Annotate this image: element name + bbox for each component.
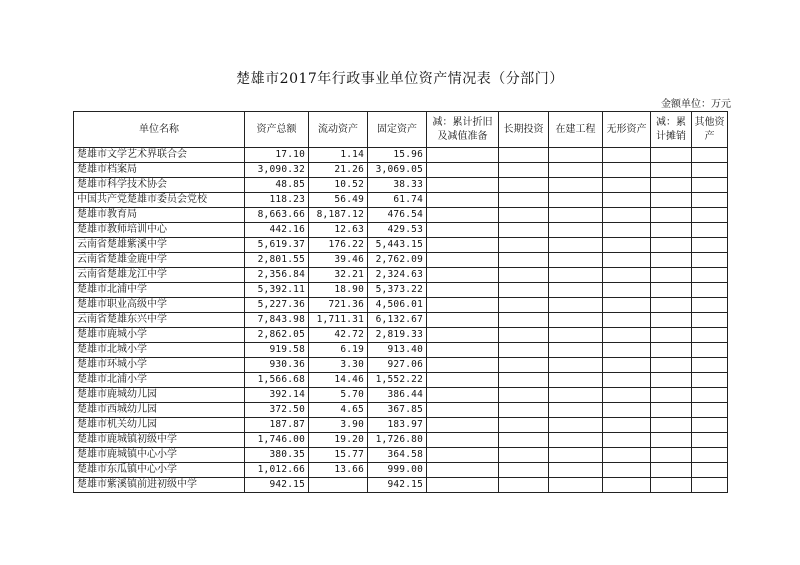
empty-cell bbox=[651, 223, 692, 238]
fixed-assets-cell: 5,373.22 bbox=[368, 283, 427, 298]
empty-cell bbox=[651, 298, 692, 313]
empty-cell bbox=[651, 478, 692, 493]
current-assets-cell: 19.20 bbox=[309, 433, 368, 448]
fixed-assets-cell: 913.40 bbox=[368, 343, 427, 358]
empty-cell bbox=[692, 208, 728, 223]
unit-name-cell: 楚雄市鹿城镇初级中学 bbox=[74, 433, 245, 448]
unit-name-cell: 楚雄市职业高级中学 bbox=[74, 298, 245, 313]
table-row bbox=[74, 358, 728, 373]
empty-cell bbox=[427, 478, 499, 493]
current-assets-cell: 18.90 bbox=[309, 283, 368, 298]
table-row bbox=[74, 388, 728, 403]
total-assets-cell: 392.14 bbox=[245, 388, 309, 403]
empty-cell bbox=[603, 403, 651, 418]
unit-name-cell: 云南省楚雄龙江中学 bbox=[74, 268, 245, 283]
table-row bbox=[74, 253, 728, 268]
total-assets-cell: 2,862.05 bbox=[245, 328, 309, 343]
header-unit-name: 单位名称 bbox=[74, 112, 245, 148]
unit-name-cell: 楚雄市东瓜镇中心小学 bbox=[74, 463, 245, 478]
empty-cell bbox=[651, 163, 692, 178]
empty-cell bbox=[603, 223, 651, 238]
unit-name-cell: 楚雄市紫溪镇前进初级中学 bbox=[74, 478, 245, 493]
fixed-assets-cell: 2,819.33 bbox=[368, 328, 427, 343]
table-row bbox=[74, 163, 728, 178]
total-assets-cell: 2,356.84 bbox=[245, 268, 309, 283]
empty-cell bbox=[499, 253, 549, 268]
empty-cell bbox=[603, 328, 651, 343]
empty-cell bbox=[651, 418, 692, 433]
fixed-assets-cell: 38.33 bbox=[368, 178, 427, 193]
empty-cell bbox=[603, 358, 651, 373]
empty-cell bbox=[651, 208, 692, 223]
empty-cell bbox=[603, 433, 651, 448]
empty-cell bbox=[427, 403, 499, 418]
empty-cell bbox=[499, 163, 549, 178]
current-assets-cell: 32.21 bbox=[309, 268, 368, 283]
asset-table bbox=[73, 111, 728, 493]
header-accumulated-depreciation: 减：累计折旧及减值准备 bbox=[427, 112, 499, 148]
empty-cell bbox=[427, 148, 499, 163]
empty-cell bbox=[549, 343, 603, 358]
table-row bbox=[74, 463, 728, 478]
empty-cell bbox=[603, 163, 651, 178]
empty-cell bbox=[692, 403, 728, 418]
empty-cell bbox=[427, 418, 499, 433]
total-assets-cell: 380.35 bbox=[245, 448, 309, 463]
empty-cell bbox=[427, 253, 499, 268]
current-assets-cell: 1,711.31 bbox=[309, 313, 368, 328]
table-row bbox=[74, 328, 728, 343]
empty-cell bbox=[427, 208, 499, 223]
empty-cell bbox=[549, 418, 603, 433]
empty-cell bbox=[603, 253, 651, 268]
total-assets-cell: 5,619.37 bbox=[245, 238, 309, 253]
table-row bbox=[74, 178, 728, 193]
empty-cell bbox=[603, 268, 651, 283]
empty-cell bbox=[499, 403, 549, 418]
total-assets-cell: 1,566.68 bbox=[245, 373, 309, 388]
empty-cell bbox=[603, 463, 651, 478]
empty-cell bbox=[651, 463, 692, 478]
empty-cell bbox=[499, 328, 549, 343]
empty-cell bbox=[603, 178, 651, 193]
empty-cell bbox=[549, 193, 603, 208]
header-current-assets: 流动资产 bbox=[309, 112, 368, 148]
fixed-assets-cell: 183.97 bbox=[368, 418, 427, 433]
empty-cell bbox=[549, 178, 603, 193]
table-row bbox=[74, 298, 728, 313]
empty-cell bbox=[549, 253, 603, 268]
empty-cell bbox=[692, 478, 728, 493]
empty-cell bbox=[651, 358, 692, 373]
empty-cell bbox=[692, 463, 728, 478]
unit-name-cell: 云南省楚雄紫溪中学 bbox=[74, 238, 245, 253]
empty-cell bbox=[549, 238, 603, 253]
unit-name-cell: 云南省楚雄东兴中学 bbox=[74, 313, 245, 328]
empty-cell bbox=[603, 373, 651, 388]
total-assets-cell: 3,090.32 bbox=[245, 163, 309, 178]
empty-cell bbox=[549, 223, 603, 238]
total-assets-cell: 372.50 bbox=[245, 403, 309, 418]
empty-cell bbox=[692, 223, 728, 238]
unit-label: 金额单位：万元 bbox=[661, 99, 731, 110]
table-row bbox=[74, 223, 728, 238]
empty-cell bbox=[549, 328, 603, 343]
table-row bbox=[74, 148, 728, 163]
empty-cell bbox=[427, 313, 499, 328]
empty-cell bbox=[499, 478, 549, 493]
empty-cell bbox=[499, 373, 549, 388]
current-assets-cell: 3.30 bbox=[309, 358, 368, 373]
empty-cell bbox=[549, 148, 603, 163]
empty-cell bbox=[499, 148, 549, 163]
empty-cell bbox=[499, 238, 549, 253]
empty-cell bbox=[651, 178, 692, 193]
empty-cell bbox=[692, 268, 728, 283]
empty-cell bbox=[427, 283, 499, 298]
fixed-assets-cell: 476.54 bbox=[368, 208, 427, 223]
current-assets-cell: 13.66 bbox=[309, 463, 368, 478]
table-row bbox=[74, 418, 728, 433]
empty-cell bbox=[427, 238, 499, 253]
empty-cell bbox=[499, 388, 549, 403]
unit-name-cell: 云南省楚雄金鹿中学 bbox=[74, 253, 245, 268]
table-row bbox=[74, 478, 728, 493]
empty-cell bbox=[603, 388, 651, 403]
empty-cell bbox=[549, 358, 603, 373]
empty-cell bbox=[603, 313, 651, 328]
empty-cell bbox=[692, 373, 728, 388]
fixed-assets-cell: 386.44 bbox=[368, 388, 427, 403]
table-row bbox=[74, 193, 728, 208]
fixed-assets-cell: 1,552.22 bbox=[368, 373, 427, 388]
table-row bbox=[74, 208, 728, 223]
total-assets-cell: 8,663.66 bbox=[245, 208, 309, 223]
empty-cell bbox=[603, 193, 651, 208]
empty-cell bbox=[549, 388, 603, 403]
empty-cell bbox=[499, 208, 549, 223]
empty-cell bbox=[651, 313, 692, 328]
empty-cell bbox=[499, 223, 549, 238]
table-header-row bbox=[74, 112, 728, 148]
empty-cell bbox=[549, 448, 603, 463]
empty-cell bbox=[651, 193, 692, 208]
empty-cell bbox=[692, 328, 728, 343]
total-assets-cell: 17.10 bbox=[245, 148, 309, 163]
unit-name-cell: 楚雄市北城小学 bbox=[74, 343, 245, 358]
fixed-assets-cell: 3,069.05 bbox=[368, 163, 427, 178]
table-row bbox=[74, 268, 728, 283]
empty-cell bbox=[692, 448, 728, 463]
unit-name-cell: 楚雄市科学技术协会 bbox=[74, 178, 245, 193]
empty-cell bbox=[651, 253, 692, 268]
empty-cell bbox=[692, 283, 728, 298]
empty-cell bbox=[651, 433, 692, 448]
header-fixed-assets: 固定资产 bbox=[368, 112, 427, 148]
empty-cell bbox=[651, 328, 692, 343]
current-assets-cell: 6.19 bbox=[309, 343, 368, 358]
empty-cell bbox=[549, 313, 603, 328]
current-assets-cell: 4.65 bbox=[309, 403, 368, 418]
empty-cell bbox=[651, 388, 692, 403]
empty-cell bbox=[499, 193, 549, 208]
fixed-assets-cell: 2,762.09 bbox=[368, 253, 427, 268]
unit-name-cell: 楚雄市西城幼儿园 bbox=[74, 403, 245, 418]
total-assets-cell: 48.85 bbox=[245, 178, 309, 193]
empty-cell bbox=[499, 313, 549, 328]
fixed-assets-cell: 367.85 bbox=[368, 403, 427, 418]
header-construction-in-progress: 在建工程 bbox=[549, 112, 603, 148]
empty-cell bbox=[603, 208, 651, 223]
unit-name-cell: 中国共产党楚雄市委员会党校 bbox=[74, 193, 245, 208]
empty-cell bbox=[549, 208, 603, 223]
empty-cell bbox=[651, 148, 692, 163]
fixed-assets-cell: 1,726.80 bbox=[368, 433, 427, 448]
empty-cell bbox=[427, 298, 499, 313]
header-intangible-assets: 无形资产 bbox=[603, 112, 651, 148]
empty-cell bbox=[499, 298, 549, 313]
table-row bbox=[74, 403, 728, 418]
empty-cell bbox=[692, 163, 728, 178]
empty-cell bbox=[549, 268, 603, 283]
total-assets-cell: 118.23 bbox=[245, 193, 309, 208]
empty-cell bbox=[549, 283, 603, 298]
table-row bbox=[74, 238, 728, 253]
empty-cell bbox=[549, 403, 603, 418]
empty-cell bbox=[692, 178, 728, 193]
empty-cell bbox=[692, 253, 728, 268]
empty-cell bbox=[549, 463, 603, 478]
fixed-assets-cell: 364.58 bbox=[368, 448, 427, 463]
empty-cell bbox=[427, 433, 499, 448]
unit-name-cell: 楚雄市教育局 bbox=[74, 208, 245, 223]
header-long-term-investment: 长期投资 bbox=[499, 112, 549, 148]
empty-cell bbox=[499, 418, 549, 433]
fixed-assets-cell: 5,443.15 bbox=[368, 238, 427, 253]
current-assets-cell: 14.46 bbox=[309, 373, 368, 388]
empty-cell bbox=[549, 163, 603, 178]
current-assets-cell: 15.77 bbox=[309, 448, 368, 463]
empty-cell bbox=[603, 418, 651, 433]
unit-name-cell: 楚雄市文学艺术界联合会 bbox=[74, 148, 245, 163]
unit-name-cell: 楚雄市北浦中学 bbox=[74, 283, 245, 298]
current-assets-cell: 21.26 bbox=[309, 163, 368, 178]
empty-cell bbox=[427, 358, 499, 373]
empty-cell bbox=[427, 463, 499, 478]
empty-cell bbox=[499, 463, 549, 478]
empty-cell bbox=[499, 448, 549, 463]
header-total-assets: 资产总额 bbox=[245, 112, 309, 148]
empty-cell bbox=[651, 238, 692, 253]
empty-cell bbox=[692, 343, 728, 358]
total-assets-cell: 1,012.66 bbox=[245, 463, 309, 478]
empty-cell bbox=[549, 433, 603, 448]
current-assets-cell bbox=[309, 478, 368, 493]
empty-cell bbox=[427, 328, 499, 343]
empty-cell bbox=[499, 358, 549, 373]
total-assets-cell: 5,392.11 bbox=[245, 283, 309, 298]
empty-cell bbox=[427, 268, 499, 283]
unit-name-cell: 楚雄市北浦小学 bbox=[74, 373, 245, 388]
fixed-assets-cell: 15.96 bbox=[368, 148, 427, 163]
table-row bbox=[74, 283, 728, 298]
total-assets-cell: 2,801.55 bbox=[245, 253, 309, 268]
empty-cell bbox=[692, 358, 728, 373]
empty-cell bbox=[603, 478, 651, 493]
total-assets-cell: 187.87 bbox=[245, 418, 309, 433]
empty-cell bbox=[499, 178, 549, 193]
empty-cell bbox=[651, 343, 692, 358]
empty-cell bbox=[603, 298, 651, 313]
empty-cell bbox=[692, 388, 728, 403]
empty-cell bbox=[692, 193, 728, 208]
empty-cell bbox=[651, 283, 692, 298]
total-assets-cell: 7,843.98 bbox=[245, 313, 309, 328]
empty-cell bbox=[499, 268, 549, 283]
empty-cell bbox=[549, 478, 603, 493]
fixed-assets-cell: 4,506.01 bbox=[368, 298, 427, 313]
empty-cell bbox=[499, 343, 549, 358]
empty-cell bbox=[427, 223, 499, 238]
unit-name-cell: 楚雄市鹿城小学 bbox=[74, 328, 245, 343]
empty-cell bbox=[427, 448, 499, 463]
fixed-assets-cell: 999.00 bbox=[368, 463, 427, 478]
fixed-assets-cell: 2,324.63 bbox=[368, 268, 427, 283]
fixed-assets-cell: 927.06 bbox=[368, 358, 427, 373]
table-row bbox=[74, 343, 728, 358]
total-assets-cell: 942.15 bbox=[245, 478, 309, 493]
empty-cell bbox=[651, 448, 692, 463]
empty-cell bbox=[427, 388, 499, 403]
fixed-assets-cell: 61.74 bbox=[368, 193, 427, 208]
total-assets-cell: 442.16 bbox=[245, 223, 309, 238]
empty-cell bbox=[427, 343, 499, 358]
current-assets-cell: 12.63 bbox=[309, 223, 368, 238]
current-assets-cell: 8,187.12 bbox=[309, 208, 368, 223]
empty-cell bbox=[651, 403, 692, 418]
current-assets-cell: 176.22 bbox=[309, 238, 368, 253]
empty-cell bbox=[499, 283, 549, 298]
current-assets-cell: 56.49 bbox=[309, 193, 368, 208]
table-row bbox=[74, 373, 728, 388]
empty-cell bbox=[603, 148, 651, 163]
fixed-assets-cell: 942.15 bbox=[368, 478, 427, 493]
table-row bbox=[74, 448, 728, 463]
empty-cell bbox=[651, 268, 692, 283]
unit-name-cell: 楚雄市鹿城镇中心小学 bbox=[74, 448, 245, 463]
current-assets-cell: 3.90 bbox=[309, 418, 368, 433]
empty-cell bbox=[603, 283, 651, 298]
total-assets-cell: 919.58 bbox=[245, 343, 309, 358]
page-title: 楚雄市2017年行政事业单位资产情况表（分部门） bbox=[236, 71, 564, 87]
empty-cell bbox=[427, 373, 499, 388]
header-other-assets: 其他资产 bbox=[692, 112, 728, 148]
total-assets-cell: 1,746.00 bbox=[245, 433, 309, 448]
unit-name-cell: 楚雄市档案局 bbox=[74, 163, 245, 178]
empty-cell bbox=[427, 193, 499, 208]
table-row bbox=[74, 313, 728, 328]
total-assets-cell: 930.36 bbox=[245, 358, 309, 373]
current-assets-cell: 42.72 bbox=[309, 328, 368, 343]
empty-cell bbox=[692, 148, 728, 163]
fixed-assets-cell: 6,132.67 bbox=[368, 313, 427, 328]
empty-cell bbox=[692, 418, 728, 433]
empty-cell bbox=[427, 178, 499, 193]
header-accumulated-amortization: 减：累计摊销 bbox=[651, 112, 692, 148]
empty-cell bbox=[603, 343, 651, 358]
empty-cell bbox=[549, 298, 603, 313]
total-assets-cell: 5,227.36 bbox=[245, 298, 309, 313]
current-assets-cell: 10.52 bbox=[309, 178, 368, 193]
empty-cell bbox=[692, 298, 728, 313]
empty-cell bbox=[499, 433, 549, 448]
unit-name-cell: 楚雄市环城小学 bbox=[74, 358, 245, 373]
empty-cell bbox=[549, 373, 603, 388]
empty-cell bbox=[692, 433, 728, 448]
table-row bbox=[74, 433, 728, 448]
current-assets-cell: 5.70 bbox=[309, 388, 368, 403]
unit-name-cell: 楚雄市机关幼儿园 bbox=[74, 418, 245, 433]
empty-cell bbox=[692, 238, 728, 253]
unit-name-cell: 楚雄市鹿城幼儿园 bbox=[74, 388, 245, 403]
fixed-assets-cell: 429.53 bbox=[368, 223, 427, 238]
current-assets-cell: 1.14 bbox=[309, 148, 368, 163]
empty-cell bbox=[651, 373, 692, 388]
current-assets-cell: 721.36 bbox=[309, 298, 368, 313]
unit-name-cell: 楚雄市教师培训中心 bbox=[74, 223, 245, 238]
empty-cell bbox=[603, 448, 651, 463]
empty-cell bbox=[603, 238, 651, 253]
empty-cell bbox=[692, 313, 728, 328]
current-assets-cell: 39.46 bbox=[309, 253, 368, 268]
empty-cell bbox=[427, 163, 499, 178]
